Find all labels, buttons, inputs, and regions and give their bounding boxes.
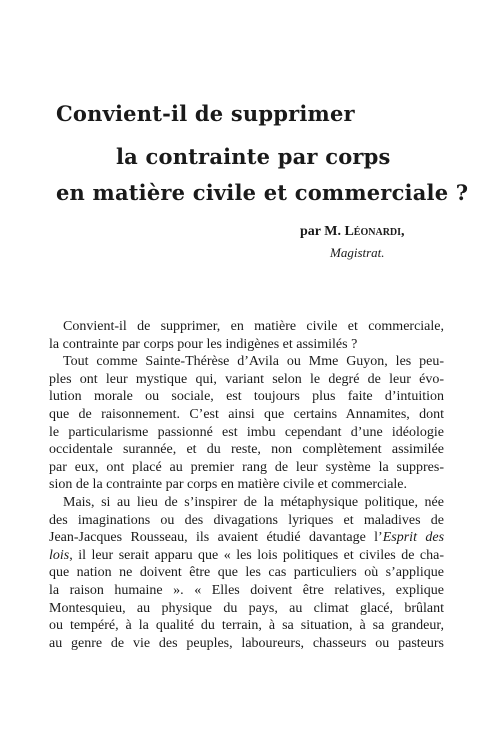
body-line: ples ont leur mystique qui, variant selon le degré de leur évo- — [49, 371, 444, 387]
body-line: au genre de vie des peuples, laboureurs, chasseurs ou pasteurs — [49, 635, 444, 651]
body-line-text: Jean-Jacques Rousseau, ils avaient étudié davantage l’ — [49, 530, 383, 546]
body-line: par eux, ont placé au premier rang de leur système la suppres- — [49, 459, 444, 475]
body-line-text: , il leur serait apparu que « les lois politiques et civiles de cha- — [69, 547, 444, 563]
body-line: Tout comme Sainte-Thérèse d’Avila ou Mme Guyon, les peu- — [63, 354, 444, 370]
author-prefix: par M. — [300, 224, 345, 239]
body-line: la contrainte par corps pour les indigènes et assimilés ? — [49, 336, 358, 352]
body-line: Convient-il de supprimer, en matière civile et commerciale, — [63, 319, 444, 334]
book-title-italic: lois — [49, 547, 70, 563]
body-line — [49, 529, 444, 547]
body-line — [49, 547, 444, 565]
article-body — [49, 318, 444, 652]
author-name: Léonardi — [344, 224, 402, 239]
body-line: Montesquieu, au physique du pays, au climat glacé, brûlant — [49, 600, 444, 616]
author-byline — [300, 224, 405, 240]
body-line: des imaginations ou des divagations lyriques et maladives de — [49, 512, 444, 528]
body-line: lution morale ou sociale, est toujours plus faite d’intuition — [49, 389, 444, 405]
title-line-2: la contrainte par corps — [116, 144, 391, 169]
body-line: sion de la contrainte par corps en matière civile et commerciale. — [49, 477, 408, 493]
book-title-italic: Esprit des — [382, 530, 445, 546]
body-line: que de raisonnement. C’est ainsi que certains Annamites, dont — [49, 406, 444, 422]
body-line: la raison humaine ». « Elles doivent être relatives, explique — [49, 582, 444, 598]
body-line: que nation ne doivent être que les cas particuliers où s’applique — [49, 565, 444, 581]
author-suffix: , — [401, 224, 405, 239]
title-line-1: Convient-il de supprimer — [56, 101, 355, 126]
body-line: le particularisme passionné est imbu cependant d’une idéologie — [49, 424, 444, 440]
title-line-3: en matière civile et commerciale ? — [56, 180, 469, 205]
body-line: Mais, si au lieu de s’inspirer de la métaphysique politique, née — [63, 494, 444, 510]
author-role: Magistrat. — [330, 245, 385, 260]
body-line: occidentale surannée, et du reste, non complètement assimilée — [49, 442, 444, 458]
body-line: ou tempéré, à la qualité du terrain, à sa situation, à sa grandeur, — [49, 618, 444, 634]
